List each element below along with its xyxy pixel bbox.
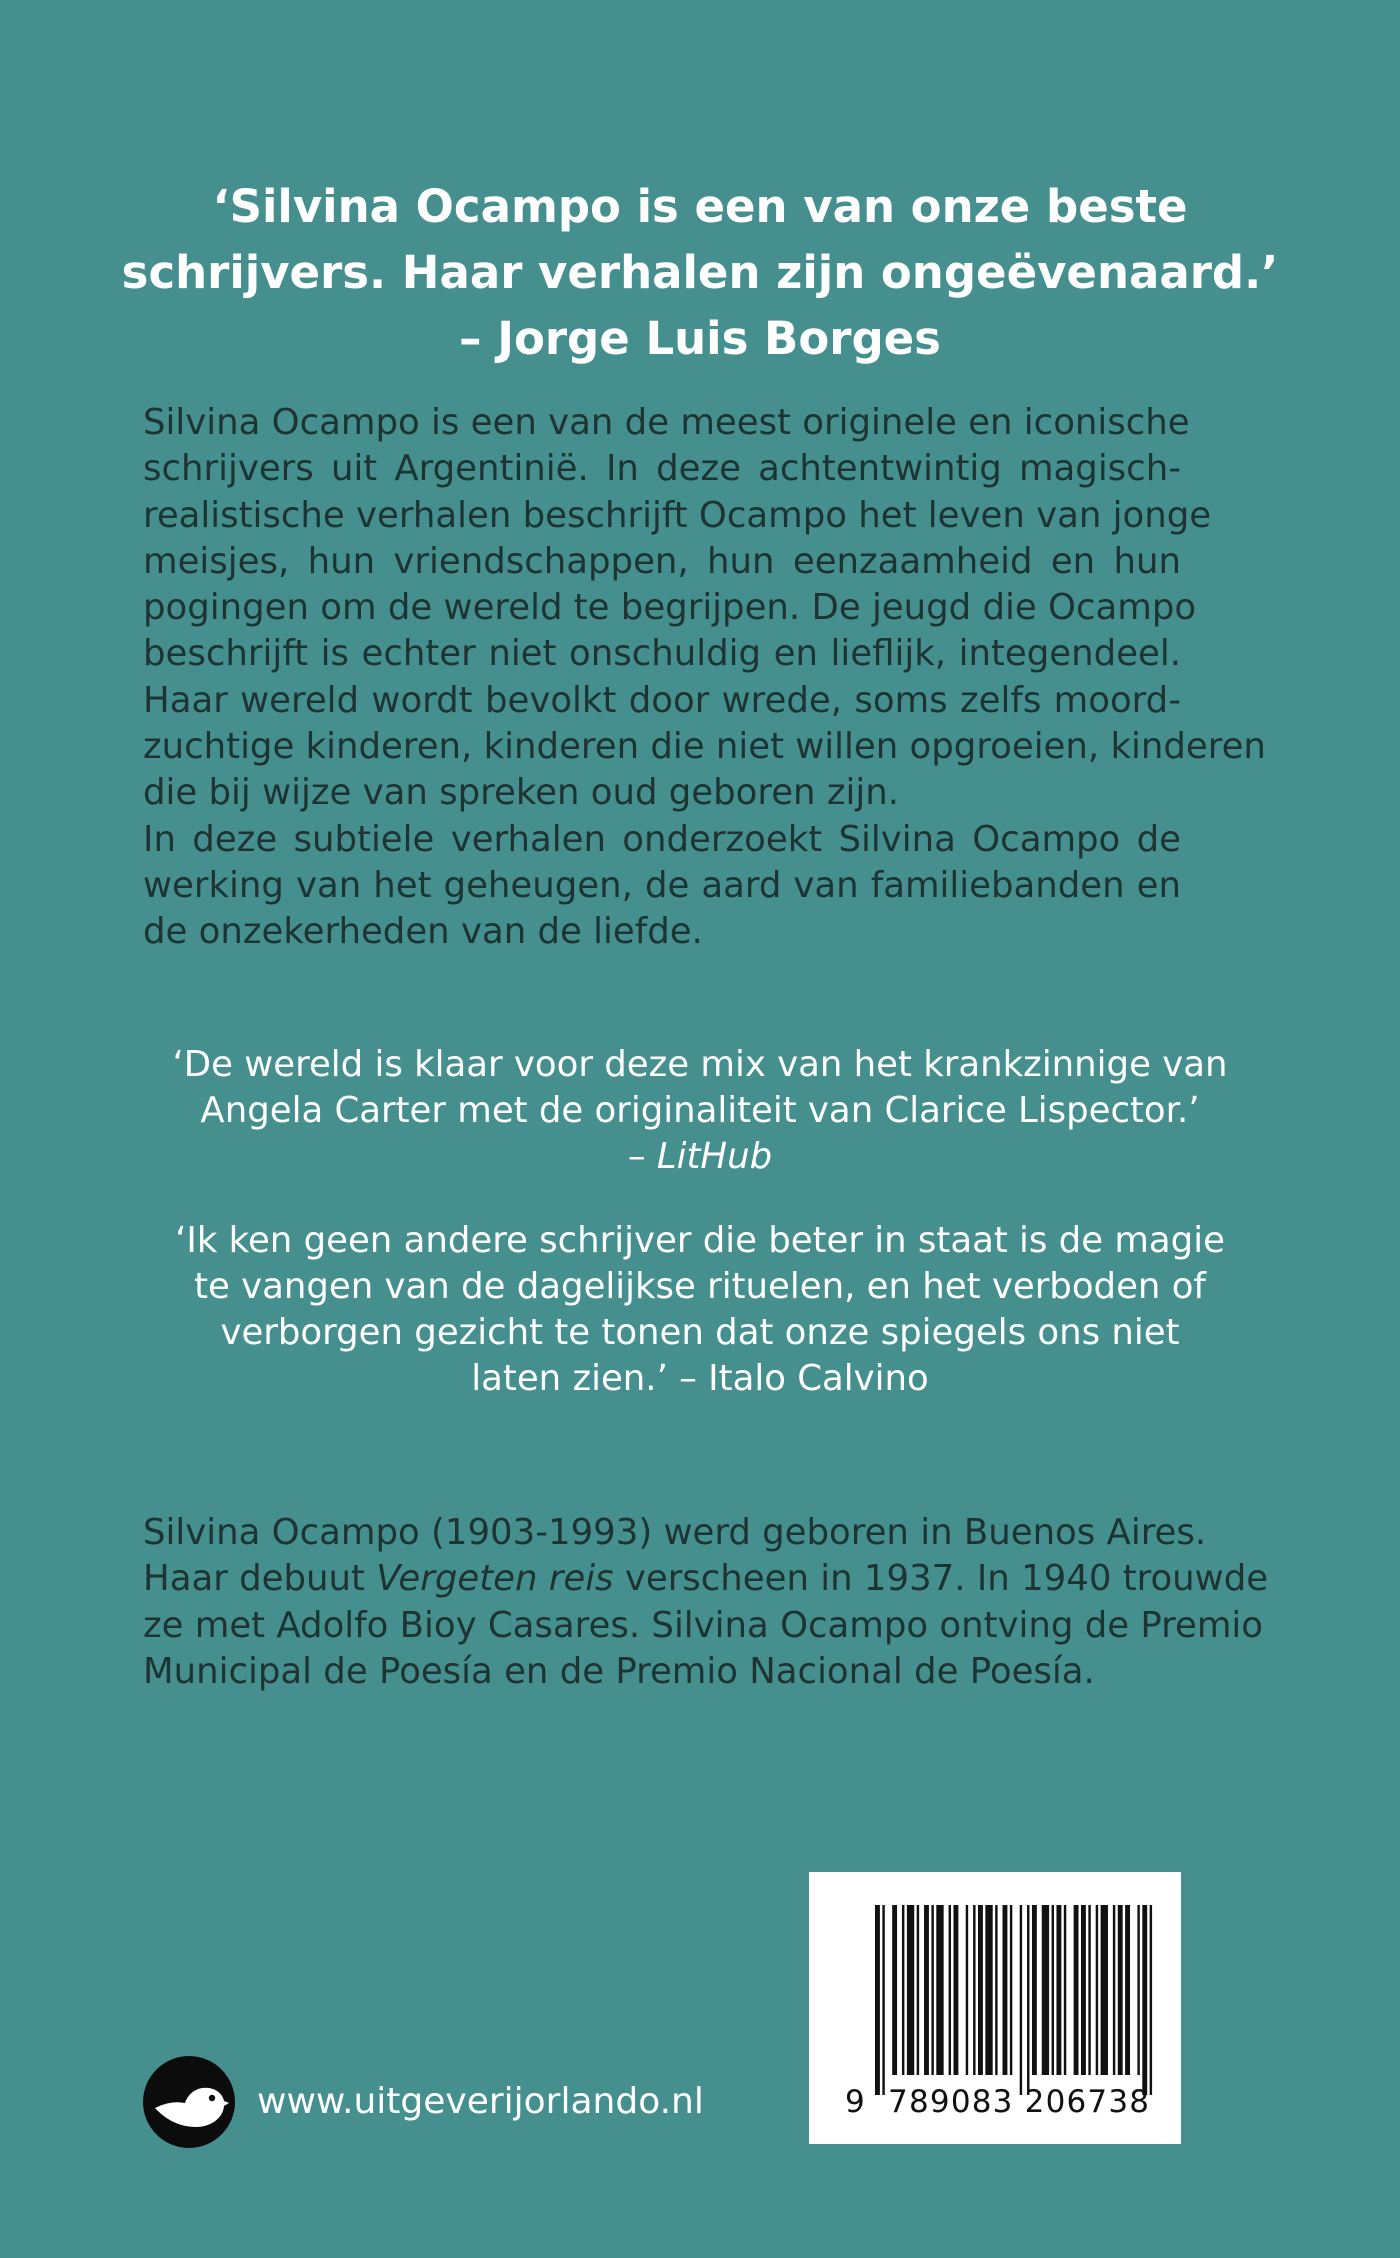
isbn-first-digit: 9: [845, 2084, 866, 2120]
description-line: In deze subtiele verhalen onderzoekt Silvina Ocampo de: [143, 818, 1181, 860]
headline-quote: [0, 174, 1400, 372]
barcode-bar: [892, 1905, 897, 2075]
barcode-bar: [949, 1905, 951, 2075]
headline-line-2: schrijvers. Haar verhalen zijn ongeëvenaard.’: [121, 246, 1279, 299]
description-line: Haar wereld wordt bevolkt door wrede, soms zelfs moord-: [143, 679, 1181, 721]
description-line: zuchtige kinderen, kinderen die niet willen opgroeien, kinderen: [143, 726, 1266, 768]
description-line: schrijvers uit Argentinië. In deze achtentwintig magisch-: [143, 448, 1181, 490]
book-title: Vergeten reis: [376, 1558, 614, 1600]
barcode-bar: [953, 1905, 958, 2075]
bio-line: Municipal de Poesía en de Premio Nacional de Poesía.: [143, 1650, 1095, 1692]
bird-logo-icon: [143, 2056, 235, 2148]
barcode-bar: [1074, 1905, 1079, 2075]
barcode-bar: [907, 1905, 914, 2075]
quote-line: ‘De wereld is klaar voor deze mix van het krankzinnige van: [172, 1044, 1228, 1085]
barcode-bar: [875, 1905, 880, 2095]
quote-line: ‘Ik ken geen andere schrijver die beter in staat is de magie: [175, 1220, 1225, 1261]
barcode-bar: [1032, 1905, 1037, 2075]
quote-line: Angela Carter met de originaliteit van Clarice Lispector.’: [200, 1090, 1200, 1131]
barcode-bar: [924, 1905, 929, 2075]
barcode-bar: [1010, 1905, 1012, 2075]
barcode-bar: [1042, 1905, 1049, 2075]
barcode-bar: [1064, 1905, 1066, 2075]
bio-text: Haar debuut: [143, 1558, 377, 1600]
description-line: die bij wijze van spreken oud geboren zijn.: [143, 772, 899, 814]
review-quote-lithub: [0, 1042, 1400, 1180]
description-line: pogingen om de wereld te begrijpen. De jeugd die Ocampo: [143, 587, 1197, 629]
quote-line: te vangen van de dagelijkse rituelen, en het verboden of: [194, 1266, 1206, 1307]
barcode-bar: [1003, 1905, 1008, 2075]
barcode-bar: [882, 1905, 884, 2095]
quote-line: verborgen gezicht te tonen dat onze spiegels ons niet: [220, 1312, 1180, 1353]
barcode-bar: [985, 1905, 992, 2075]
barcode-bar: [1052, 1905, 1054, 2075]
barcode-bar: [1142, 1905, 1147, 2095]
barcode-bars: [875, 1905, 1157, 2095]
barcode-bar: [1020, 1905, 1022, 2095]
attribution-dash: –: [627, 1136, 657, 1177]
isbn-digits: 789083 206738: [888, 2084, 1151, 2120]
barcode-bar: [1056, 1905, 1061, 2075]
headline-attribution: – Jorge Luis Borges: [459, 312, 941, 365]
quote-source: LitHub: [656, 1136, 773, 1177]
barcode-bar: [902, 1905, 904, 2075]
barcode-bar: [1118, 1905, 1123, 2075]
quote-line: laten zien.’ – Italo Calvino: [471, 1358, 929, 1399]
headline-line-1: ‘Silvina Ocampo is een van onze beste: [212, 180, 1188, 233]
barcode-bar: [1096, 1905, 1098, 2075]
barcode-bar: [936, 1905, 943, 2075]
description-line: werking van het geheugen, de aard van familiebanden en: [143, 864, 1181, 906]
publisher-url[interactable]: www.uitgeverijorlando.nl: [257, 2081, 704, 2122]
bio-line: Silvina Ocampo (1903-1993) werd geboren in Buenos Aires.: [143, 1512, 1207, 1553]
barcode-bar: [1125, 1905, 1130, 2075]
description-line: de onzekerheden van de liefde.: [143, 911, 703, 953]
bio-text: verscheen in 1937. In 1940 trouwde: [613, 1558, 1269, 1600]
description-line: Silvina Ocampo is een van de meest originele en iconische: [143, 402, 1190, 443]
bio-line: ze met Adolfo Bioy Casares. Silvina Ocampo ontving de Premio: [143, 1604, 1264, 1646]
barcode-bar: [1101, 1905, 1108, 2075]
barcode-bar: [931, 1905, 933, 2075]
isbn-number: [845, 2084, 1165, 2120]
isbn-barcode: [809, 1872, 1181, 2144]
bio-line: [143, 1556, 1269, 1602]
description-line: beschrijft is echter niet onschuldig en lieflijk, integendeel.: [143, 633, 1181, 675]
description-line: meisjes, hun vriendschappen, hun eenzaamheid en hun: [143, 540, 1181, 582]
barcode-bar: [1027, 1905, 1029, 2095]
barcode-bar: [917, 1905, 919, 2075]
barcode-bar: [995, 1905, 997, 2075]
description-line: realistische verhalen beschrijft Ocampo het leven van jonge: [143, 494, 1212, 536]
barcode-bar: [1081, 1905, 1086, 2075]
barcode-bar: [1150, 1905, 1152, 2095]
quote-attribution: [0, 1134, 1400, 1180]
barcode-bar: [1137, 1905, 1139, 2075]
review-quote-calvino: [0, 1218, 1400, 1402]
author-bio: [143, 1510, 1269, 1695]
barcode-bar: [978, 1905, 983, 2075]
barcode-bar: [973, 1905, 975, 2075]
barcode-bar: [966, 1905, 968, 2075]
book-description: [143, 400, 1266, 956]
barcode-bar: [1113, 1905, 1115, 2075]
publisher-row: [143, 2056, 704, 2148]
barcode-bar: [1088, 1905, 1090, 2075]
